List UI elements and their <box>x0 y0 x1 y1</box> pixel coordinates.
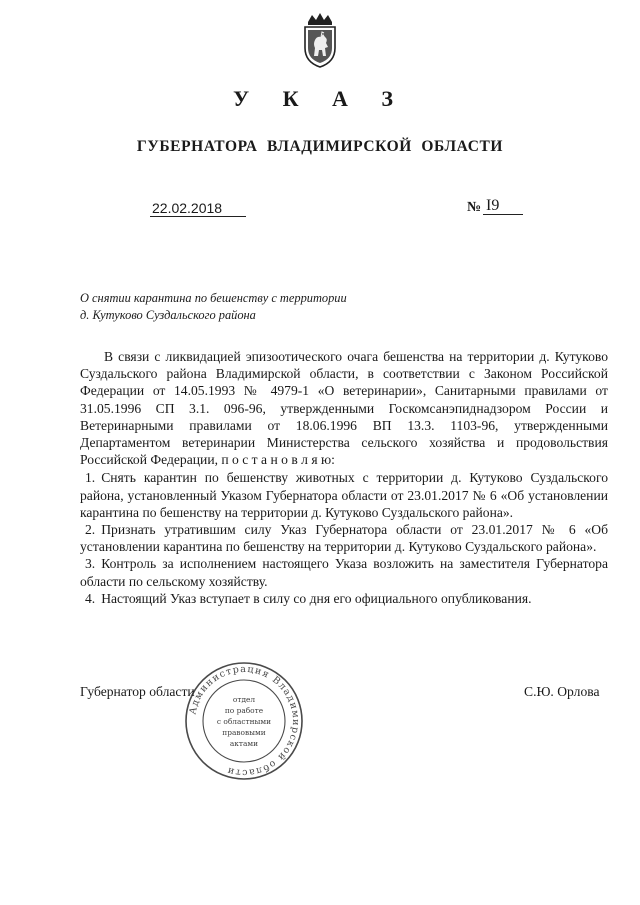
official-stamp <box>183 660 305 782</box>
item-text: Контроль за исполнением настоящего Указа возложить на заместителя Губернатора области по сельскому хозяйству. <box>80 556 608 589</box>
item-number: 2. <box>85 522 96 538</box>
signer-name: С.Ю. Орлова <box>524 684 600 699</box>
item-text: Признать утратившим силу Указ Губернатора области от 23.01.2017 № 6 «Об установлении карантина по бешенству на территории д. Кутуково Суздальского района». <box>80 522 608 555</box>
document-date: 22.02.2018 <box>150 201 246 217</box>
document-number: I9 <box>483 198 523 215</box>
stamp-outer-text: Администрация Владимирской области <box>187 663 302 779</box>
stamp-line: отдел <box>232 695 256 704</box>
decree-item <box>80 555 608 589</box>
preamble-paragraph: В связи с ликвидацией эпизоотического очага бешенства на территории д. Кутуково Суздальского района Владимирской области, в соответствии с Законом Российской Федерации от 14.05.1993 № 4979-1 «О ветеринарии», Санитарными правилами от 31.05.1996 СП 3.1. 096-96, утвержденными Госкомсанэпиднадзором России и Ветеринарными правилами от 18.06.1996 ВП 13.3. 1103-96, утвержденными Департаментом ветеринарии Министерства сельского хозяйства и продовольствия Российской Федерации, п о с т а н о в л я ю: <box>80 349 608 468</box>
signer-position: Губернатор области <box>80 684 195 699</box>
subject-line-2: д. Кутуково Суздальского района <box>80 308 256 322</box>
stamp-line: с областными <box>216 717 272 726</box>
item-number: 3. <box>85 556 96 572</box>
decree-item <box>80 521 608 555</box>
subject-line-1: О снятии карантина по бешенству с территории <box>80 291 347 305</box>
stamp-line: по работе <box>224 706 264 715</box>
item-number: 4. <box>85 590 96 606</box>
document-body <box>80 348 608 607</box>
document-title: У К А З <box>232 86 408 111</box>
decree-item <box>80 469 608 521</box>
decree-items <box>80 469 608 607</box>
vladimir-coat-of-arms-icon <box>300 12 340 68</box>
document-subject <box>80 290 400 324</box>
document-subtitle: ГУБЕРНАТОРА ВЛАДИМИРСКОЙ ОБЛАСТИ <box>136 138 504 155</box>
item-text: Настоящий Указ вступает в силу со дня его официального опубликования. <box>101 590 532 606</box>
item-text: Снять карантин по бешенству животных с территории д. Кутуково Суздальского района, установленный Указом Губернатора области от 23.01.2017 № 6 «Об установлении карантина по бешенству на территории д. Кутуково Суздальского района». <box>80 470 608 520</box>
stamp-line: правовыми <box>222 728 266 737</box>
item-number: 1. <box>85 470 96 486</box>
decree-item <box>80 590 608 607</box>
stamp-line: актами <box>229 739 259 748</box>
number-sign: № <box>467 200 482 215</box>
